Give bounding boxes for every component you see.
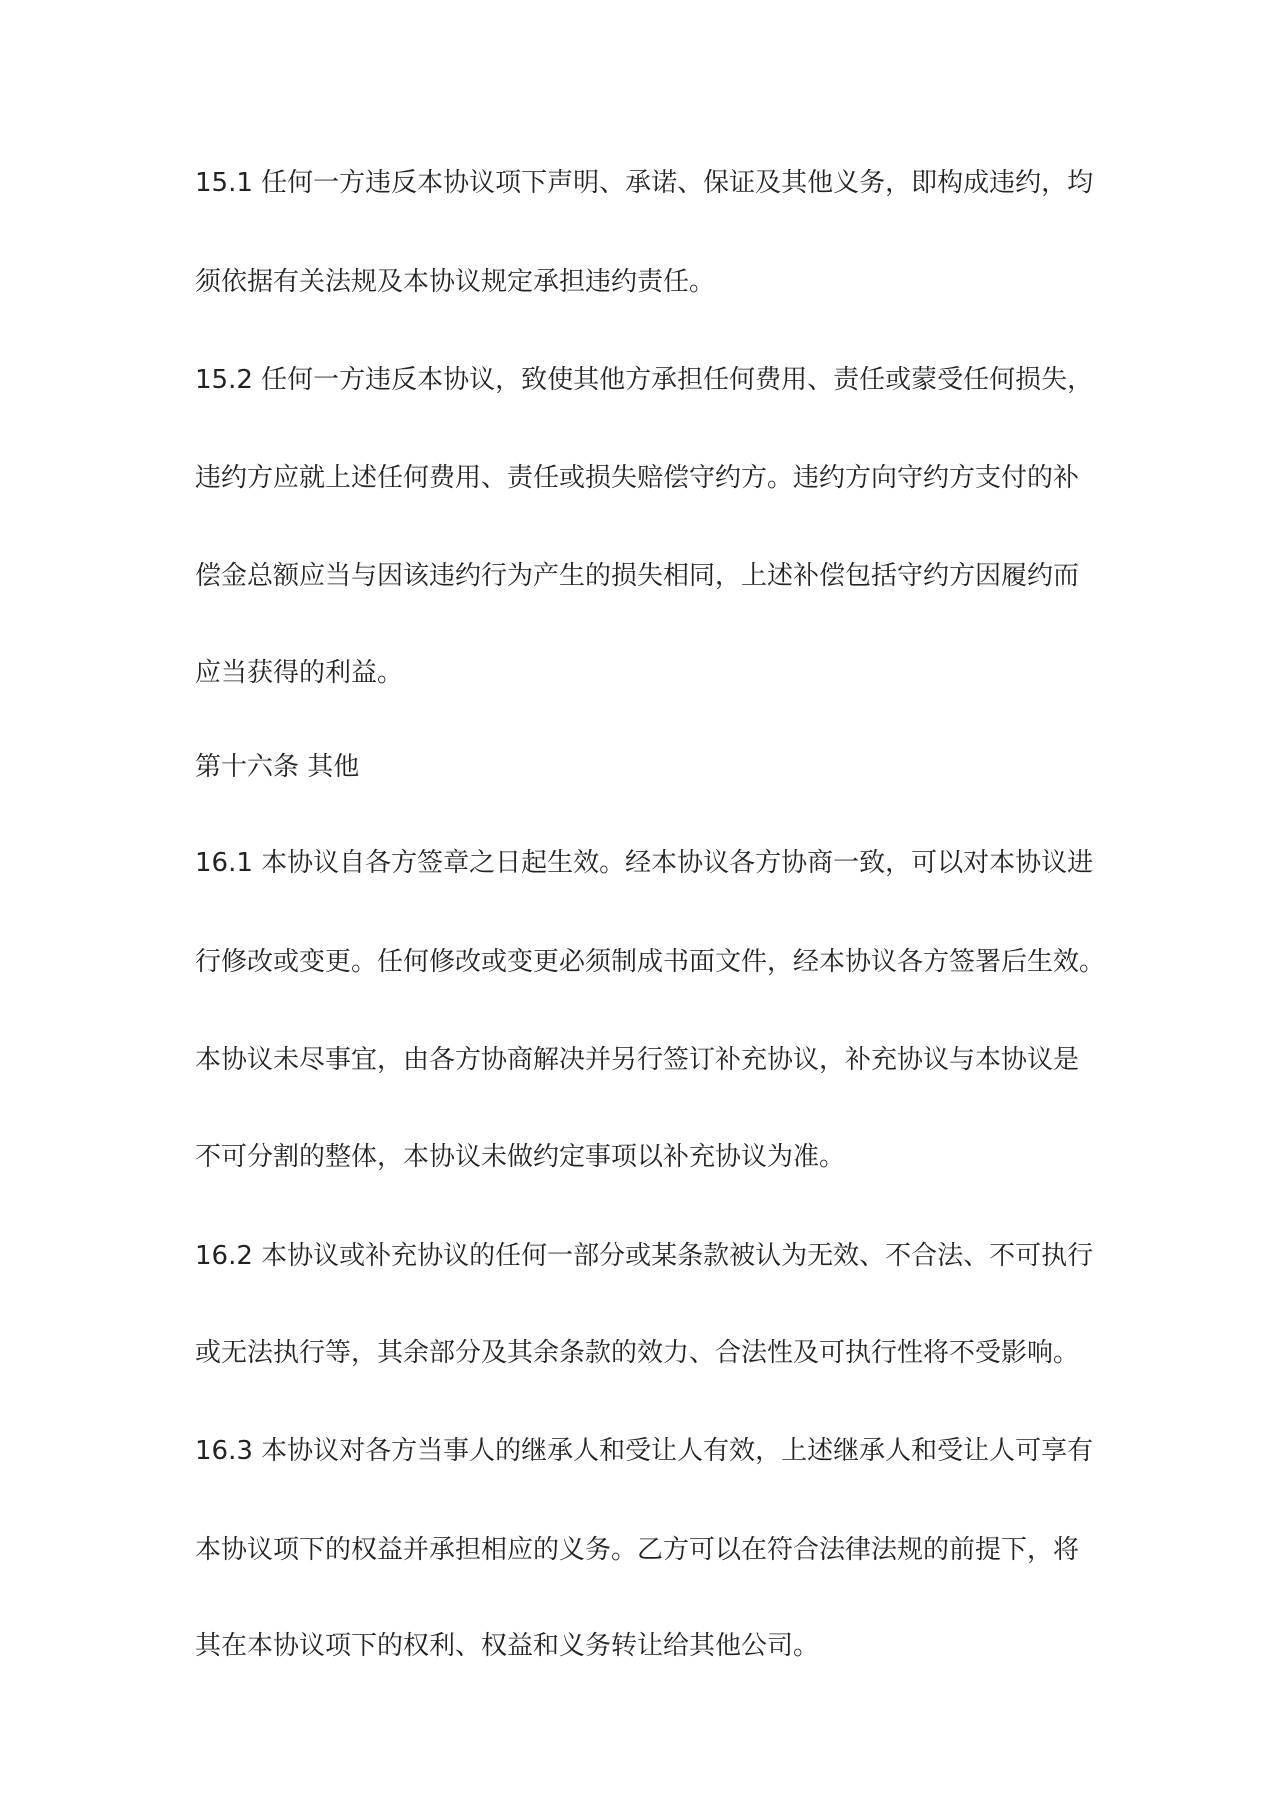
clause-15-2-line-1: 15.2 任何一方违反本协议，致使其他方承担任何费用、责任或蒙受任何损失， bbox=[195, 365, 1094, 395]
clause-16-3-line-2: 本协议项下的权益并承担相应的义务。乙方可以在符合法律法规的前提下，将 bbox=[195, 1535, 1080, 1565]
clause-16-1-line-3: 本协议未尽事宜，由各方协商解决并另行签订补充协议，补充协议与本协议是 bbox=[195, 1045, 1080, 1075]
clause-16-3-line-3: 其在本协议项下的权利、权益和义务转让给其他公司。 bbox=[195, 1631, 820, 1661]
clause-15-1-line-2: 须依据有关法规及本协议规定承担违约责任。 bbox=[195, 267, 716, 297]
clause-16-3-line-1: 16.3 本协议对各方当事人的继承人和受让人有效，上述继承人和受让人可享有 bbox=[195, 1436, 1094, 1466]
article-16-heading: 第十六条 其他 bbox=[195, 752, 360, 782]
clause-15-2-line-3: 偿金总额应当与因该违约行为产生的损失相同，上述补偿包括守约方因履约而 bbox=[195, 561, 1080, 591]
clause-16-1-line-2: 行修改或变更。任何修改或变更必须制成书面文件，经本协议各方签署后生效。 bbox=[195, 947, 1106, 977]
clause-15-2-line-4: 应当获得的利益。 bbox=[195, 658, 404, 688]
clause-15-2-line-2: 违约方应就上述任何费用、责任或损失赔偿守约方。违约方向守约方支付的补 bbox=[195, 463, 1080, 493]
clause-16-2-line-2: 或无法执行等，其余部分及其余条款的效力、合法性及可执行性将不受影响。 bbox=[195, 1338, 1080, 1368]
clause-16-1-line-1: 16.1 本协议自各方签章之日起生效。经本协议各方协商一致，可以对本协议进 bbox=[195, 848, 1094, 878]
clause-16-2-line-1: 16.2 本协议或补充协议的任何一部分或某条款被认为无效、不合法、不可执行 bbox=[195, 1241, 1094, 1271]
clause-15-1-line-1: 15.1 任何一方违反本协议项下声明、承诺、保证及其他义务，即构成违约，均 bbox=[195, 168, 1094, 198]
clause-16-1-line-4: 不可分割的整体，本协议未做约定事项以补充协议为准。 bbox=[195, 1142, 846, 1172]
